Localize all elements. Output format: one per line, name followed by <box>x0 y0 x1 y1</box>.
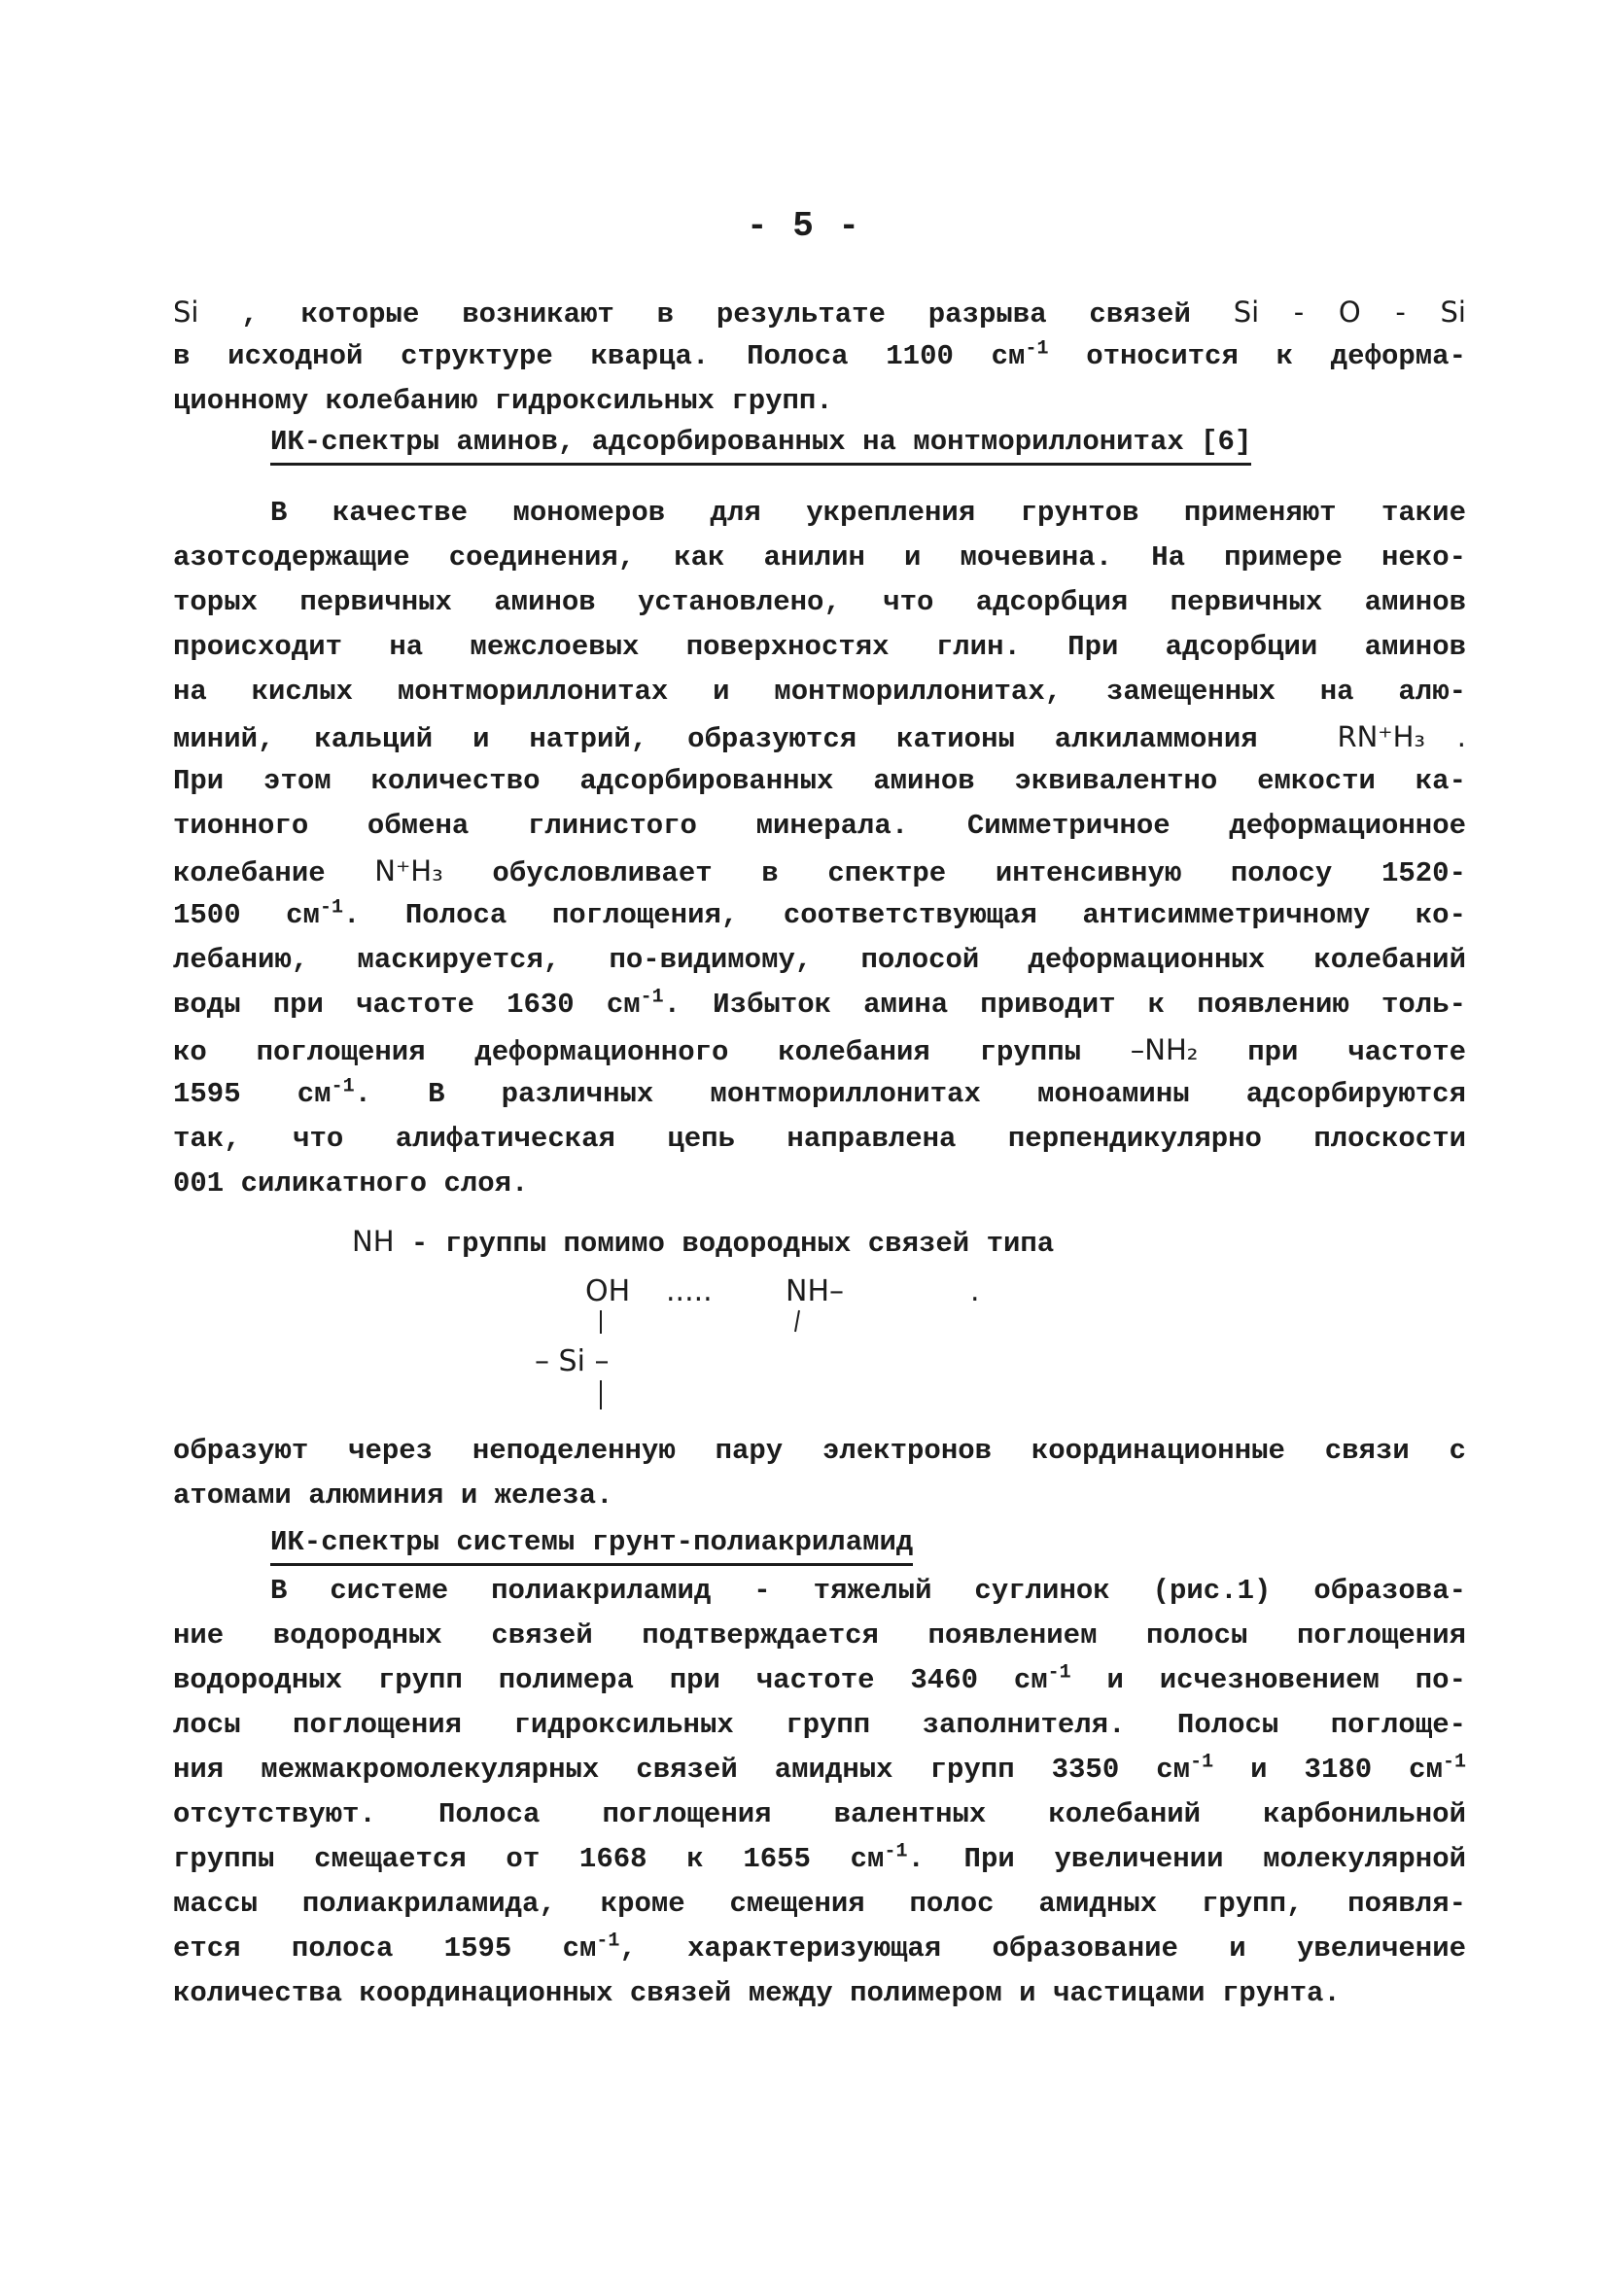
text-line: ния межмакромолекулярных связей амидных групп 3350 $см^{-1}$ и 3180 $см^{-1}$ <box>173 1751 1466 1786</box>
nh-paragraph <box>173 1429 1466 1518</box>
section1-paragraph <box>173 491 1466 1206</box>
text-line: образуют через неподеленную пару электронов координационные связи с <box>173 1435 1466 1467</box>
page-number: - 5 - <box>746 206 862 246</box>
formula-si: Si <box>173 296 199 329</box>
text-line: лебанию, маскируется, по-видимому, полосой деформационных колебаний <box>173 944 1466 976</box>
text-line: атомами алюминия и железа. <box>173 1479 613 1512</box>
text-line: 001 силикатного слоя. <box>173 1167 529 1200</box>
formula-nh2: –NH₂ <box>1130 1033 1199 1066</box>
text-line: отсутствуют. Полоса поглощения валентных колебаний карбонильной <box>173 1798 1466 1830</box>
text-line: водородных групп полимера при частоте 3460 $см^{-1}$ и исчезновением по- <box>173 1661 1466 1696</box>
structure-dots: ..... <box>666 1274 713 1308</box>
text-line: воды при частоте 1630 $см^{-1}$. Избыток амина приводит к появлению толь- <box>173 986 1466 1021</box>
intro-paragraph <box>173 290 1466 424</box>
text-line: торых первичных аминов установлено, что адсорбция первичных аминов <box>173 586 1466 618</box>
text-line: лосы поглощения гидроксильных групп заполнителя. Полосы поглоще- <box>173 1709 1466 1741</box>
text-line: При этом количество адсорбированных аминов эквивалентно емкости ка- <box>173 765 1466 797</box>
text-line: колебание N⁺H₃ обусловливает в спектре интенсивную полосу 1520- <box>173 854 1466 889</box>
formula-si-o-si: Si - O - Si <box>1233 296 1466 329</box>
text-line: ется полоса 1595 $см^{-1}$, характеризующая образование и увеличение <box>173 1930 1467 1965</box>
text-line: азотсодержащие соединения, как анилин и мочевина. На примере неко- <box>173 541 1466 574</box>
section-heading: ИК-спектры аминов, адсорбированных на монтмориллонитах [6] <box>270 424 1437 466</box>
text-line: группы смещается от 1668 к 1655 $см^{-1}$. При увеличении молекулярной <box>173 1840 1466 1875</box>
text-line: ко поглощения деформационного колебания группы –NH₂ при частоте <box>173 1033 1467 1068</box>
structure-si: – Si – <box>535 1344 610 1378</box>
nh-groups-line: NH - группы помимо водородных связей типа <box>352 1225 1055 1260</box>
text-line: происходит на межслоевых поверхностях глин. При адсорбции аминов <box>173 631 1466 663</box>
text-line: 1500 $см^{-1}$. Полоса поглощения, соответствующая антисимметричному ко- <box>173 896 1466 931</box>
chemical-structure <box>506 1254 1089 1429</box>
text-line: количества координационных связей между полимером и частицами грунта. <box>173 1977 1341 2009</box>
text-line: так, что алифатическая цепь направлена перпендикулярно плоскости <box>173 1123 1466 1155</box>
text-line: в исходной структуре кварца. Полоса 1100 $см^{-1}$ относится к деформа- <box>173 337 1466 372</box>
structure-period: . <box>970 1274 980 1308</box>
text-line: ционному колебанию гидроксильных групп. <box>173 385 833 417</box>
formula-nh3: N⁺H₃ <box>374 854 443 887</box>
text-line: тионного обмена глинистого минерала. Симметричное деформационное <box>173 810 1466 842</box>
bond-nh-down <box>795 1310 799 1332</box>
text-line: ние водородных связей подтверждается появлением полосы поглощения <box>173 1619 1466 1652</box>
text-line: Si , которые возникают в результате разрыва связей Si - O - Si <box>173 296 1466 330</box>
text-line: В качестве мономеров для укрепления грунтов применяют такие <box>270 497 1466 529</box>
text-line: на кислых монтмориллонитах и монтмориллонитах, замещенных на алю- <box>173 676 1466 708</box>
formula-rnh3: RN⁺H₃ . <box>1337 720 1466 753</box>
formula-nh: NH <box>352 1225 395 1258</box>
text-line: 1595 $см^{-1}$. В различных монтмориллонитах моноамины адсорбируются <box>173 1075 1466 1110</box>
structure-diagram <box>506 1254 1089 1429</box>
text-line: массы полиакриламида, кроме смещения полос амидных групп, появля- <box>173 1888 1466 1920</box>
section2-paragraph <box>173 1569 1466 2016</box>
section-heading: ИК-спектры системы грунт-полиакриламид <box>270 1524 1437 1566</box>
structure-oh: OH <box>585 1274 631 1308</box>
text-line: В системе полиакриламид - тяжелый суглинок (рис.1) образова- <box>270 1575 1466 1607</box>
text-line: миний, кальций и натрий, образуются катионы алкиламмония RN⁺H₃ . <box>173 720 1466 755</box>
structure-nh: NH– <box>786 1274 844 1308</box>
